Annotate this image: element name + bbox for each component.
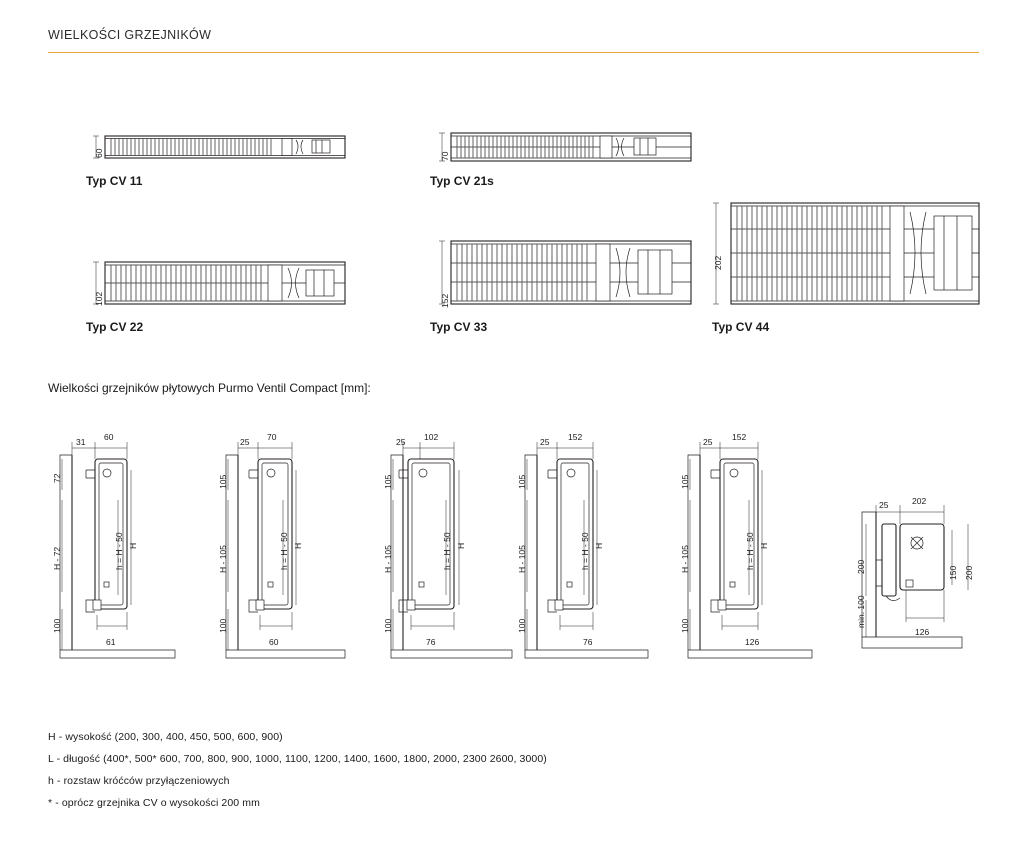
label-typ-cv-22: Typ CV 22 bbox=[86, 320, 144, 334]
note-L: L - długość (400*, 500* 600, 700, 800, 900, 1000, 1100, 1200, 1400, 1600, 1800, 2000, 2300 2600, 3000) bbox=[48, 753, 547, 765]
sv5-top-dim-2: 152 bbox=[732, 432, 747, 442]
sv3-left-mid: H - 105 bbox=[383, 545, 393, 573]
detail-left-bottom: min. 100 bbox=[856, 595, 866, 628]
sv4-top-dim-2: 152 bbox=[568, 432, 583, 442]
note-asterisk: * - oprócz grzejnika CV o wysokości 200 mm bbox=[48, 797, 260, 809]
sv1-left-mid: H - 72 bbox=[52, 546, 62, 570]
sv4-top-dim-1: 25 bbox=[540, 437, 550, 447]
cross-section-cv-21s bbox=[439, 133, 691, 161]
sv2-left-bottom: 100 bbox=[218, 618, 228, 633]
sv5-left-top: 105 bbox=[680, 474, 690, 489]
sv5-bottom: 126 bbox=[745, 637, 760, 647]
detail-top-dim-1: 25 bbox=[879, 500, 889, 510]
depth-cv-22: 102 bbox=[94, 291, 104, 306]
depth-cv-21s: 70 bbox=[440, 151, 450, 161]
sv2-bottom: 60 bbox=[269, 637, 279, 647]
depth-cv-44: 202 bbox=[713, 255, 723, 270]
sv1-inner-H: H bbox=[128, 542, 138, 549]
sv4-inner-H: H bbox=[594, 542, 604, 549]
sv4-left-top: 105 bbox=[517, 474, 527, 489]
section-caption: Wielkości grzejników płytowych Purmo Ventil Compact [mm]: bbox=[48, 381, 371, 395]
detail-top-dim-2: 202 bbox=[912, 496, 927, 506]
cross-section-cv-33 bbox=[439, 241, 691, 304]
sv4-bottom: 76 bbox=[583, 637, 593, 647]
sv3-inner-h: h = H - 50 bbox=[442, 532, 452, 570]
label-typ-cv-44: Typ CV 44 bbox=[712, 320, 770, 334]
sv2-left-top: 105 bbox=[218, 474, 228, 489]
sv1-bottom: 61 bbox=[106, 637, 116, 647]
sv2-top-dim-2: 70 bbox=[267, 432, 277, 442]
sv2-top-dim-1: 25 bbox=[240, 437, 250, 447]
note-h: h - rozstaw króćców przyłączeniowych bbox=[48, 775, 230, 787]
sv3-top-dim-2: 102 bbox=[424, 432, 439, 442]
sv5-left-mid: H - 105 bbox=[680, 545, 690, 573]
sv2-left-mid: H - 105 bbox=[218, 545, 228, 573]
detail-bottom: 126 bbox=[915, 627, 930, 637]
detail-left-top: 200 bbox=[856, 559, 866, 574]
sv3-top-dim-1: 25 bbox=[396, 437, 406, 447]
page-title: WIELKOŚCI GRZEJNIKÓW bbox=[48, 28, 212, 42]
cross-section-cv-44 bbox=[713, 203, 979, 304]
label-typ-cv-33: Typ CV 33 bbox=[430, 320, 488, 334]
sv5-inner-H: H bbox=[759, 542, 769, 549]
sv3-bottom: 76 bbox=[426, 637, 436, 647]
cross-section-cv-11 bbox=[93, 136, 345, 158]
sv3-left-bottom: 100 bbox=[383, 618, 393, 633]
sv4-left-bottom: 100 bbox=[517, 618, 527, 633]
sv1-top-dim-1: 31 bbox=[76, 437, 86, 447]
sv5-top-dim-1: 25 bbox=[703, 437, 713, 447]
footnotes bbox=[48, 731, 547, 819]
sv1-inner-h: h = H - 50 bbox=[114, 532, 124, 570]
sv4-left-mid: H - 105 bbox=[517, 545, 527, 573]
sv4-inner-h: h = H - 50 bbox=[580, 532, 590, 570]
sv3-inner-H: H bbox=[456, 542, 466, 549]
detail-right-inner: 150 bbox=[948, 565, 958, 580]
label-typ-cv-21s: Typ CV 21s bbox=[430, 174, 494, 188]
sv5-inner-h: h = H - 50 bbox=[745, 532, 755, 570]
depth-cv-33: 152 bbox=[440, 293, 450, 308]
note-H: H - wysokość (200, 300, 400, 450, 500, 600, 900) bbox=[48, 731, 283, 743]
cross-section-cv-22 bbox=[93, 262, 345, 304]
sv1-left-bottom: 100 bbox=[52, 618, 62, 633]
sv2-inner-h: h = H - 50 bbox=[279, 532, 289, 570]
depth-cv-11: 60 bbox=[94, 148, 104, 158]
sv3-left-top: 105 bbox=[383, 474, 393, 489]
sv1-left-top: 72 bbox=[52, 473, 62, 483]
sv5-left-bottom: 100 bbox=[680, 618, 690, 633]
label-typ-cv-11: Typ CV 11 bbox=[86, 174, 143, 188]
detail-right-outer: 200 bbox=[964, 565, 974, 580]
sv2-inner-H: H bbox=[293, 542, 303, 549]
sv1-top-dim-2: 60 bbox=[104, 432, 114, 442]
